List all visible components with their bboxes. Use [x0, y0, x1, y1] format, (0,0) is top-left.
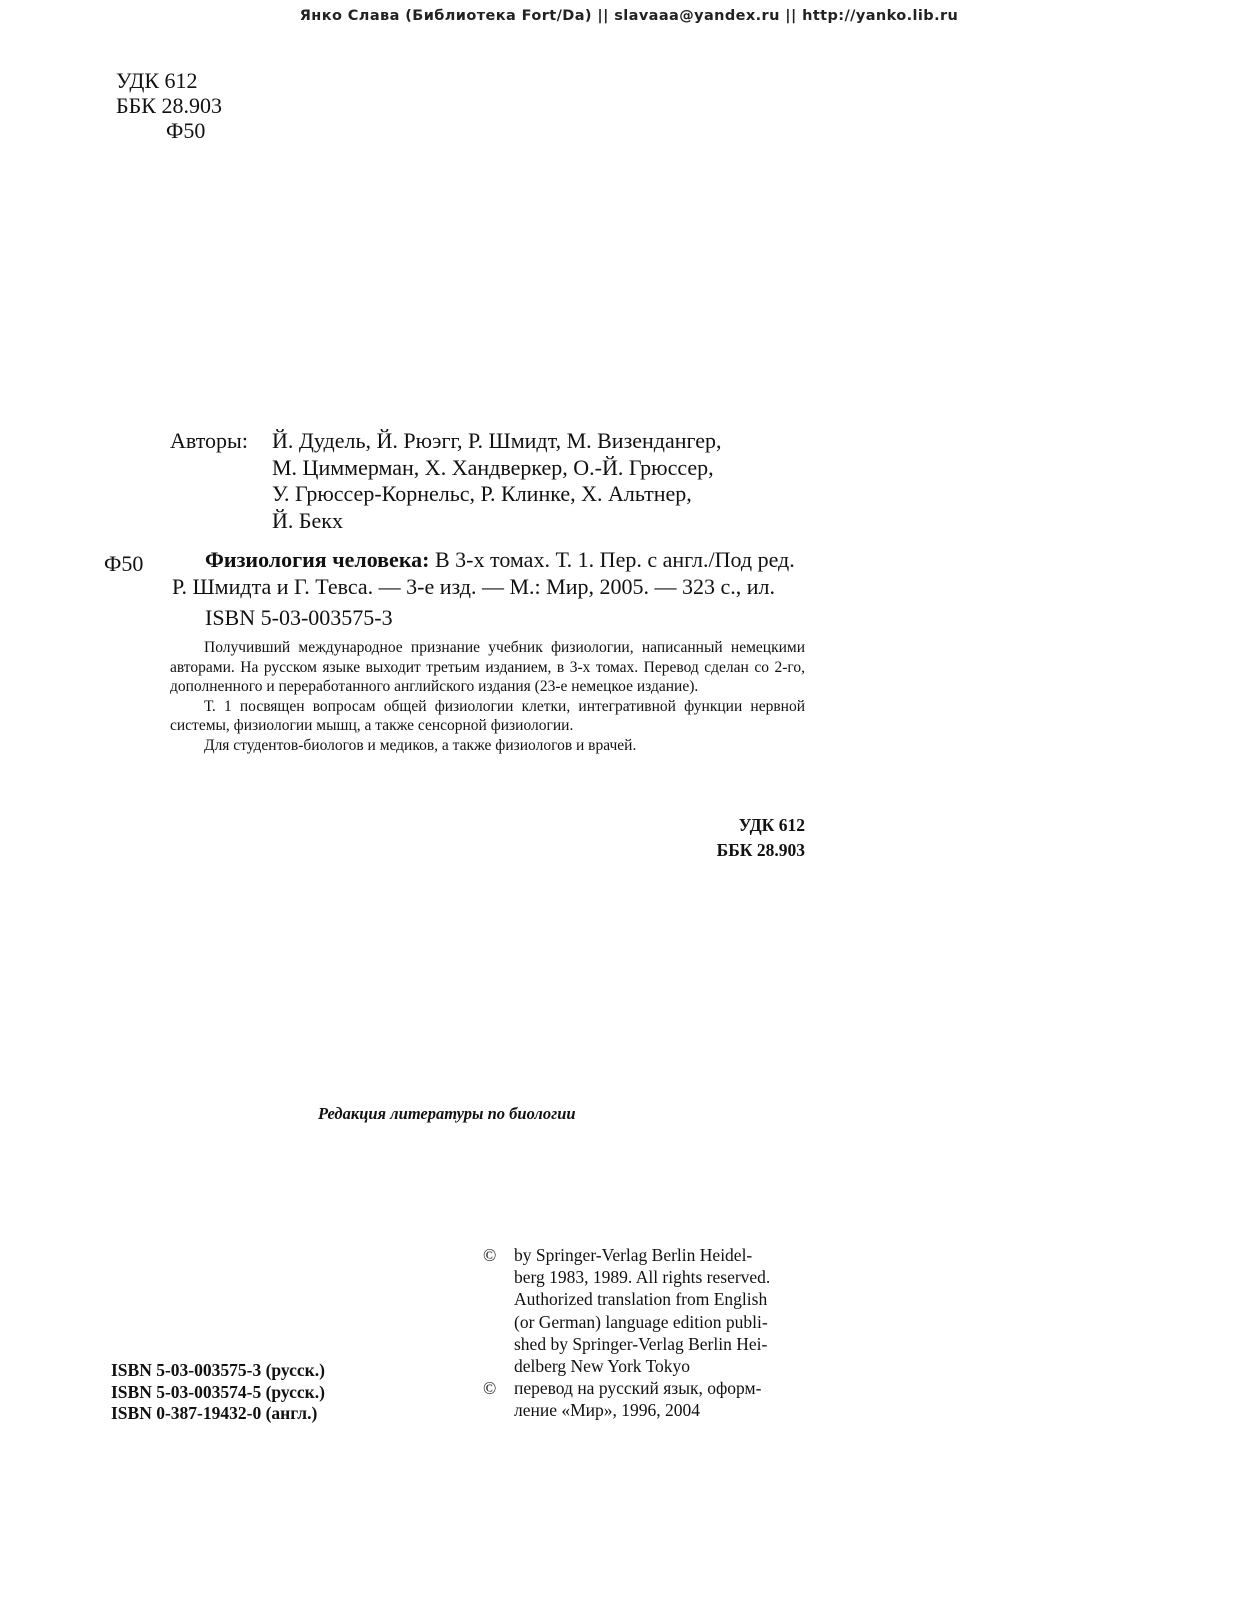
biblio-line-2: Р. Шмидта и Г. Тевса. — 3-е изд. — М.: Мир, 2005. — 323 с., ил. — [172, 574, 776, 599]
authors-line: М. Циммерман, Х. Хандверкер, О.-Й. Грюссер, — [272, 454, 714, 480]
copyright-line: by Springer-Verlag Berlin Heidel- — [514, 1245, 753, 1265]
bbk-code: ББК 28.903 — [116, 93, 222, 118]
udk-code: УДК 612 — [116, 68, 198, 93]
copyright-line: berg 1983, 1989. All rights reserved. — [514, 1267, 771, 1288]
copyright-line: ление «Мир», 1996, 2004 — [514, 1400, 701, 1421]
authors-label: Авторы: — [170, 428, 248, 453]
biblio-line-1 — [172, 546, 812, 573]
book-title: Физиология человека: — [205, 547, 430, 572]
isbn-item: ISBN 5-03-003574-5 (русск.) — [111, 1381, 325, 1402]
annotation-paragraph-3: Для студентов-биологов и медиков, а также физиологов и врачей. — [204, 736, 637, 754]
biblio-line-1-rest: В 3-х томах. Т. 1. Пер. с англ./Под ред. — [429, 547, 795, 572]
copyright-block — [483, 1244, 813, 1422]
bibliographic-record — [172, 546, 812, 600]
copyright-icon: © — [483, 1245, 497, 1265]
classification-block — [116, 68, 222, 143]
annotation-paragraph-1: Получивший международное признание учебник физиологии, написанный немецкими авторами. На русском языке выходит третьим изданием, в 3-х томах. Перевод сделан со 2-го, дополненного и переработанного английского издания (23-е немецкое издание). — [170, 639, 805, 695]
isbn-main: ISBN 5-03-003575-3 — [205, 605, 393, 630]
copyright-line: (or German) language edition publi- — [514, 1311, 768, 1332]
isbn-list — [111, 1360, 325, 1425]
header-source-line: Янко Слава (Библиотека Fort/Da) || slavaaa@yandex.ru || http://yanko.lib.ru — [299, 8, 959, 24]
biblio-author-mark: Ф50 — [104, 551, 144, 576]
annotation — [170, 638, 805, 755]
copyright-line: shed by Springer-Verlag Berlin Hei- — [514, 1333, 768, 1354]
copyright-icon: © — [483, 1378, 497, 1399]
copyright-line: перевод на русский язык, оформ- — [514, 1378, 762, 1399]
authors-line: У. Грюссер-Корнельс, Р. Клинке, Х. Альтнер, — [272, 481, 692, 506]
isbn-item: ISBN 5-03-003575-3 (русск.) — [111, 1360, 325, 1380]
editorial-office: Редакция литературы по биологии — [318, 1104, 576, 1123]
copyright-line: Authorized translation from English — [514, 1289, 768, 1310]
annotation-paragraph-2: Т. 1 посвящен вопросам общей физиологии клетки, интегративной функции нервной системы, физиологии мышц, а также сенсорной физиологии. — [170, 697, 805, 734]
author-mark: Ф50 — [166, 118, 206, 143]
udk-code-right: УДК 612 — [738, 815, 805, 835]
copyright-translation — [483, 1377, 813, 1421]
copyright-springer — [483, 1244, 813, 1377]
copyright-line: delberg New York Tokyo — [514, 1356, 691, 1377]
authors-names — [272, 428, 832, 534]
classification-right — [600, 813, 805, 862]
authors-line: Й. Бекх — [272, 507, 343, 533]
authors-line: Й. Дудель, Й. Рюэгг, Р. Шмидт, М. Визендангер, — [272, 428, 722, 453]
isbn-item: ISBN 0-387-19432-0 (англ.) — [111, 1403, 318, 1423]
bbk-code-right: ББК 28.903 — [716, 839, 805, 860]
